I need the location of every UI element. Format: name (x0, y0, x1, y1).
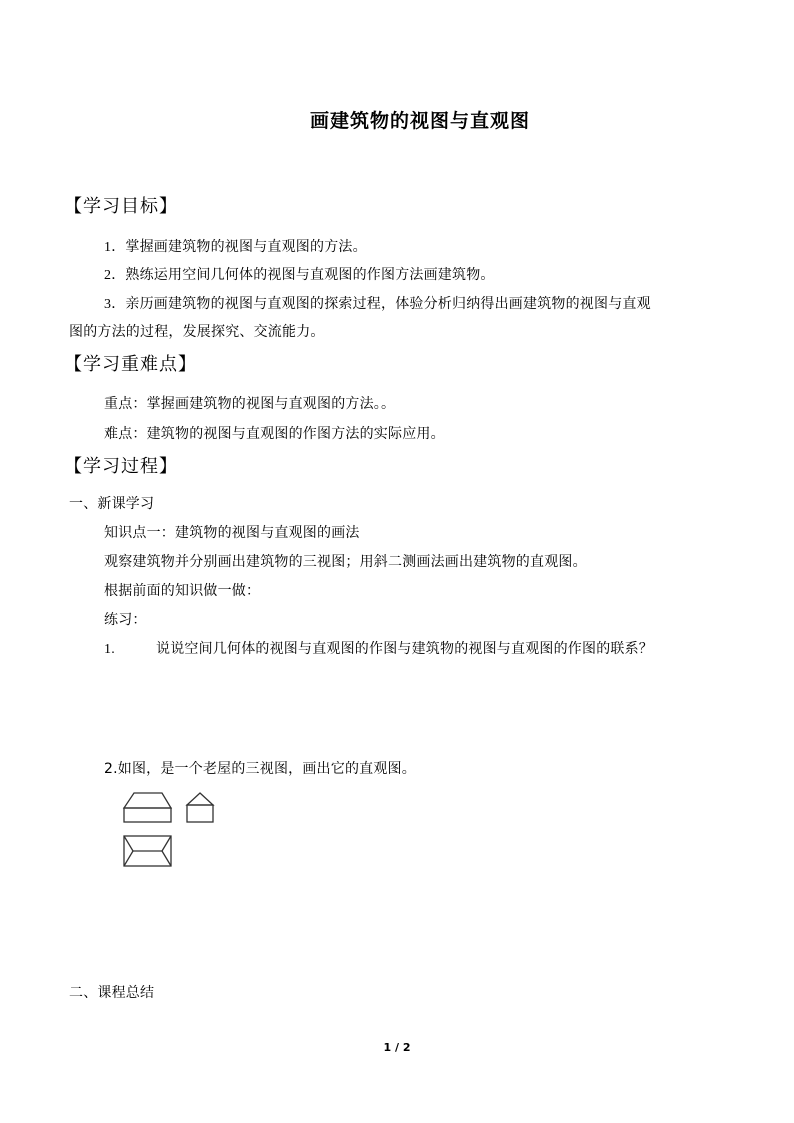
objective-text: 掌握画建筑物的视图与直观图的方法。 (125, 239, 367, 255)
practice-label: 练习： (104, 612, 147, 628)
objective-number: 1． (104, 240, 126, 255)
house-three-views-diagram (118, 788, 228, 873)
front-view (124, 793, 171, 822)
key-points-heading: 【学习重难点】 (64, 354, 197, 375)
knowledge-point-1: 知识点一：建筑物的视图与直观图的画法 (104, 525, 360, 541)
objectives-heading: 【学习目标】 (64, 196, 178, 217)
objective-item-1 (104, 236, 367, 256)
objective-number: 2． (104, 268, 126, 283)
question-text: 说说空间几何体的视图与直观图的作图与建筑物的视图与直观图的作图的联系？ (156, 641, 653, 657)
process-heading: 【学习过程】 (64, 456, 178, 477)
top-view (124, 836, 171, 866)
question-2: 2.如图，是一个老屋的三视图，画出它的直观图。 (104, 761, 416, 777)
difficulty-point: 难点：建筑物的视图与直观图的作图方法的实际应用。 (104, 426, 445, 442)
objective-item-2 (104, 264, 495, 284)
three-view-figure (118, 788, 228, 877)
part1-heading: 一、新课学习 (69, 496, 155, 512)
objective-text: 熟练运用空间几何体的视图与直观图的作图方法画建筑物。 (125, 267, 495, 283)
objective-number: 3． (104, 297, 126, 312)
do-it-prompt: 根据前面的知识做一做： (104, 583, 261, 599)
page-indicator: 1 / 2 (383, 1041, 411, 1054)
question-number: 1. (104, 642, 115, 657)
observe-instruction: 观察建筑物并分别画出建筑物的三视图；用斜二测画法画出建筑物的直观图。 (104, 554, 587, 570)
part2-heading: 二、课程总结 (69, 985, 155, 1001)
focus-point: 重点：掌握画建筑物的视图与直观图的方法。。 (104, 396, 396, 412)
objective-item-3-continuation: 图的方法的过程，发展探究、交流能力。 (69, 324, 325, 340)
objective-text: 亲历画建筑物的视图与直观图的探索过程，体验分析归纳得出画建筑物的视图与直观 (125, 296, 651, 312)
objective-item-3 (104, 293, 651, 313)
side-view (187, 793, 213, 822)
question-1 (104, 638, 653, 658)
page-title: 画建筑物的视图与直观图 (309, 110, 530, 132)
